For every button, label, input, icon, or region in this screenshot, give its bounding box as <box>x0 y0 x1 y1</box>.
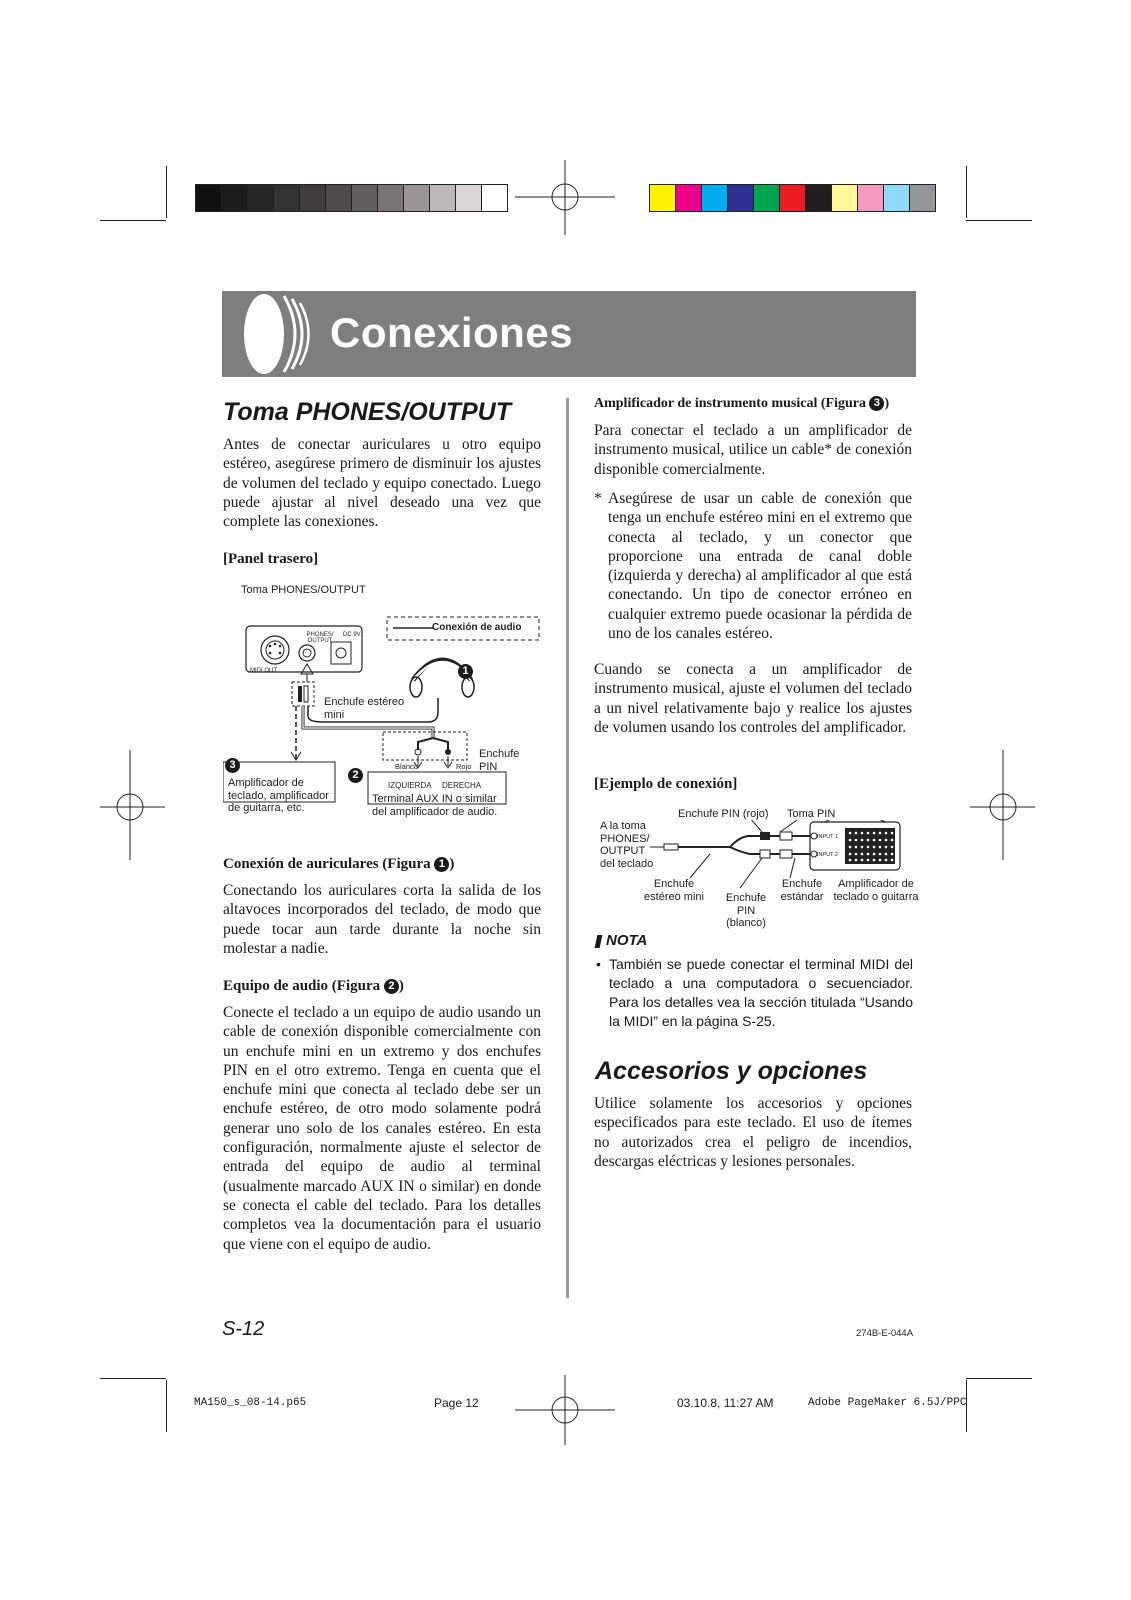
section-heading-phones: Toma PHONES/OUTPUT <box>223 398 511 426</box>
input1-label: INPUT 1 <box>817 834 838 840</box>
amp-box-text: Amplificador de teclado, amplificador de guitarra, etc. <box>228 777 329 814</box>
gray-swatch <box>248 185 274 211</box>
derecha-label: DERECHA <box>442 781 482 790</box>
cable-note: Asegúrese de usar un cable de conexión que tenga un enchufe estéreo mini en el extremo que conecta al teclado, y un conector que proporcione una entrada de canal doble (izquierda y derecha) al amplificador al que está conectando. Un tipo de conector erróneo en cualquier extremo puede ocasionar la pérdida de uno de los canales estéreo. <box>608 490 912 643</box>
gray-swatch <box>456 185 482 211</box>
midi-out-label: MIDI OUT <box>250 668 277 674</box>
legend-label: Conexión de audio <box>432 622 522 633</box>
color-swatch <box>910 185 935 211</box>
doc-code: 274B-E-044A <box>856 1328 914 1339</box>
color-swatch <box>676 185 702 211</box>
intro-paragraph: Antes de conectar auriculares u otro equipo estéreo, asegúrese primero de disminuir los ajustes de volumen del teclado y equipo conectado. Luego puede ajustar al nivel deseado una vez que complete las conexiones. <box>223 436 541 531</box>
footer-date: 03.10.8, 11:27 AM <box>677 1396 774 1410</box>
rojo-label: Rojo <box>456 762 472 771</box>
nota-text: También se puede conectar el terminal MIDI del teclado a una computadora o secuenciador. Para los detalles vea la sección titulada “Usando la MIDI” en la página S-25. <box>609 956 913 1029</box>
gray-swatch <box>196 185 222 211</box>
color-swatch <box>832 185 858 211</box>
amp-volume-paragraph: Cuando se conecta a un amplificador de instrumento musical, ajuste el volumen del teclado a un nivel relativamente bajo y realice los ajustes de volumen usando los controles del amplificador. <box>594 661 912 736</box>
pin-plug-label: Enchufe PIN <box>479 748 520 773</box>
color-swatch <box>754 185 780 211</box>
color-swatch <box>650 185 676 211</box>
mini-plug-example-label: Enchufe estéreo mini <box>644 878 704 903</box>
mini-plug-label: Enchufe estéreo mini <box>324 696 405 721</box>
page-number: S-12 <box>222 1318 265 1340</box>
nota-bullet: • <box>596 956 601 972</box>
gray-swatch <box>274 185 300 211</box>
process-color-bar <box>649 184 936 212</box>
blanco-label: Blanco <box>395 762 418 771</box>
note-asterisk: * <box>594 490 602 507</box>
audio-paragraph: Conecte el teclado a un equipo de audio usando un cable de conexión disponible comercialmente con un enchufe mini en un extremo y dos enchufes PIN en el otro extremo. Tenga en cuenta que el enchufe mini que conecta al teclado debe ser un enchufe estéreo, de otro modo solamente podrá generar uno solo de los canales estéreo. En esta configuración, normalmente ajuste el selector de entrada del equipo de audio al terminal (usualmente marcado AUX IN o similar) en donde se conecta el cable del teclado. Para los detalles completos vea la documentación para el usuario que viene con el equipo de audio. <box>223 1004 541 1253</box>
page-title: Conexiones <box>330 309 574 356</box>
accesorios-paragraph: Utilice solamente los accesorios y opciones especificados para este teclado. El uso de ítemes no autorizados crea el peligro de incendios, descargas eléctricas y lesiones personales. <box>594 1095 912 1170</box>
footer-app: Adobe PageMaker 6.5J/PPC <box>808 1397 967 1409</box>
headphones-heading: Conexión de auriculares (Figura 1 ) <box>223 856 455 872</box>
pin-blanco-label: Enchufe PIN (blanco) <box>725 892 767 929</box>
gray-swatch <box>352 185 378 211</box>
banner-arc-decoration <box>222 291 322 377</box>
nota-title: NOTA <box>606 932 648 949</box>
gray-swatch <box>222 185 248 211</box>
dc-label: DC 9V <box>343 632 361 638</box>
gray-swatch <box>404 185 430 211</box>
footer-page: Page 12 <box>434 1396 479 1410</box>
audio-box-text: Terminal AUX IN o similar del amplificador de audio. <box>372 793 498 818</box>
gray-swatch <box>300 185 326 211</box>
gray-swatch <box>430 185 456 211</box>
color-swatch <box>702 185 728 211</box>
pin-rojo-label: Enchufe PIN (rojo) <box>678 808 769 820</box>
panel-label: [Panel trasero] <box>223 551 319 567</box>
section-heading-accesorios: Accesorios y opciones <box>595 1057 868 1085</box>
estandar-label: Enchufe estándar <box>780 878 824 903</box>
diagram-toma-label: Toma PHONES/OUTPUT <box>241 584 366 596</box>
gray-swatch <box>326 185 352 211</box>
gray-color-bar <box>195 184 508 212</box>
figure-3-marker: 3 <box>225 758 240 773</box>
color-swatch <box>728 185 754 211</box>
input2-label: INPUT 2 <box>817 852 838 858</box>
headphones-paragraph: Conectando los auriculares corta la salida de los altavoces incorporados del teclado, de modo que puede tocar aun tarde durante la noche sin molestar a nadie. <box>223 882 541 957</box>
gray-swatch <box>378 185 404 211</box>
amp-heading: Amplificador de instrumento musical (Figura 3 ) <box>594 396 890 411</box>
color-swatch <box>780 185 806 211</box>
file-name: MA150_s_08-14.p65 <box>194 1397 307 1409</box>
amp-paragraph: Para conectar el teclado a un amplificador de instrumento musical, utilice un cable* de conexión disponible comercialmente. <box>594 422 912 478</box>
figure-1-marker: 1 <box>458 664 473 679</box>
audio-heading: Equipo de audio (Figura 2 ) <box>223 978 404 994</box>
column-divider <box>566 398 569 1298</box>
color-swatch <box>884 185 910 211</box>
example-label: [Ejemplo de conexión] <box>594 776 738 792</box>
toma-pin-label: Toma PIN <box>787 808 836 820</box>
figure-2-marker: 2 <box>348 768 363 783</box>
color-swatch <box>806 185 832 211</box>
a-la-toma-label: A la toma PHONES/ OUTPUT del teclado <box>600 820 654 870</box>
phones-jack-label: PHONES/ OUTPUT <box>306 632 334 644</box>
gray-swatch <box>482 185 507 211</box>
amp-example-label: Amplificador de teclado o guitarra <box>833 878 919 903</box>
color-swatch <box>858 185 884 211</box>
izquierda-label: IZQUIERDA <box>388 781 432 790</box>
